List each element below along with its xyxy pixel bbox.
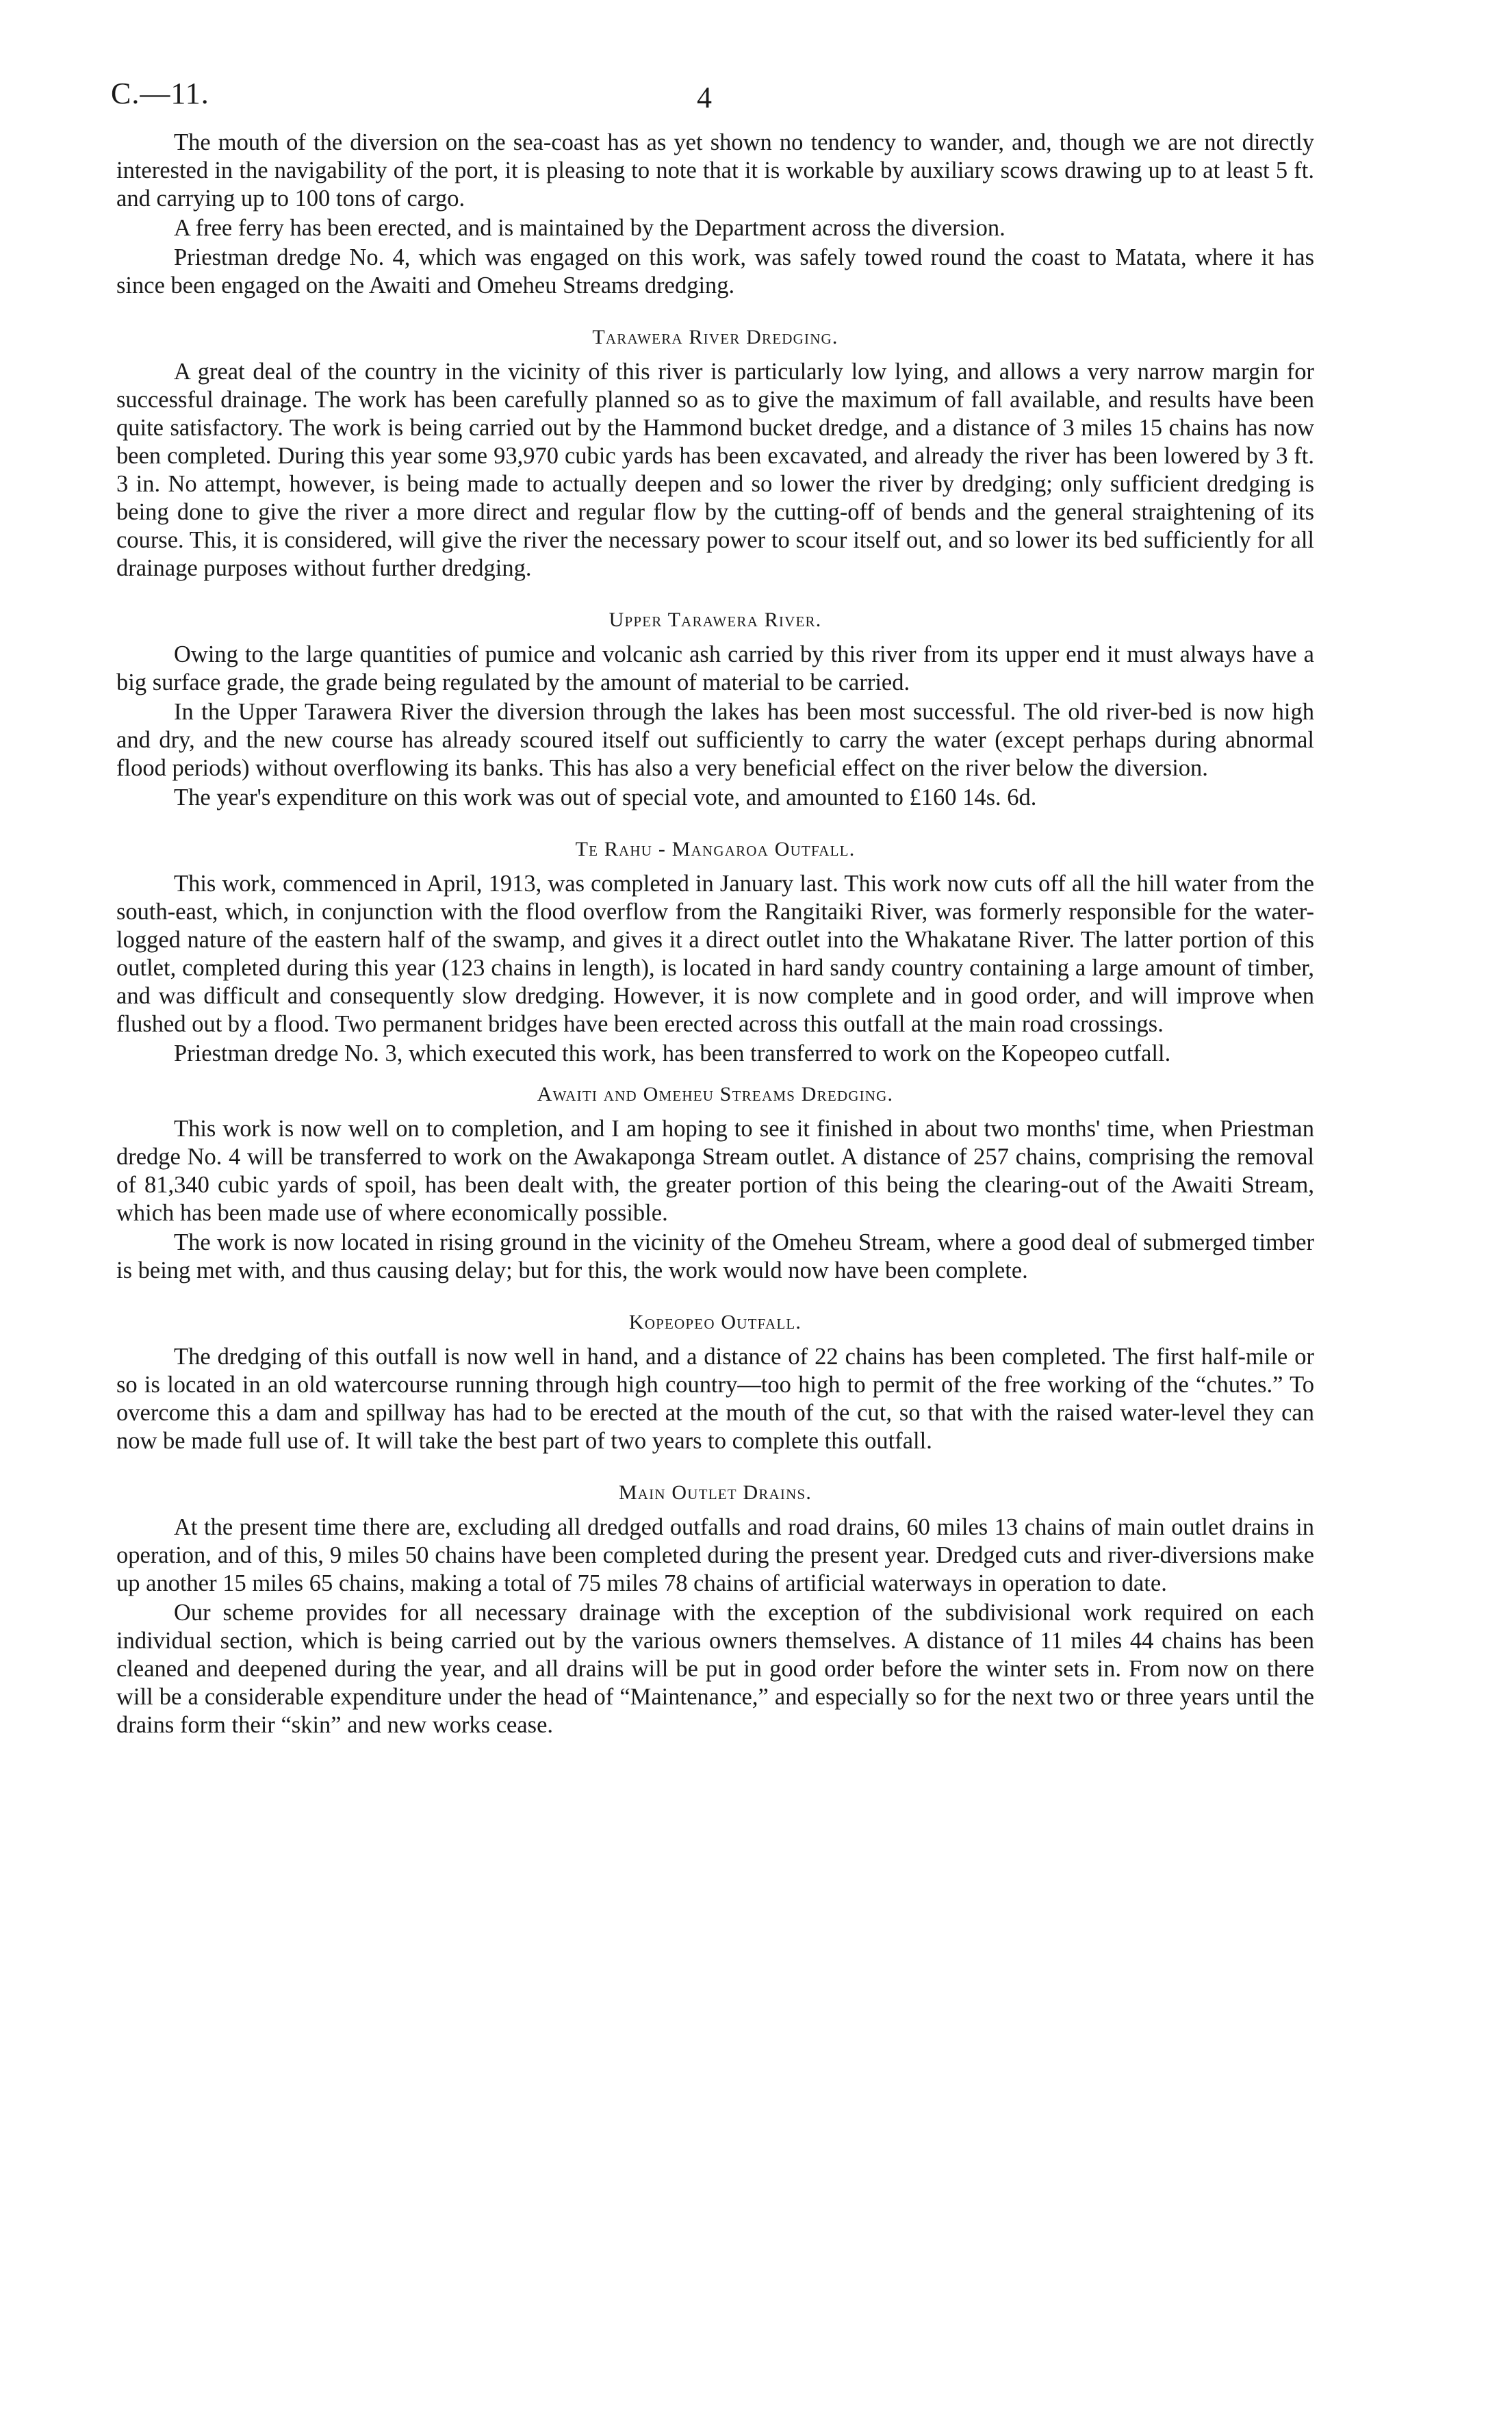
page-number: 4 bbox=[697, 81, 712, 114]
document-page bbox=[111, 74, 1314, 1741]
section-heading: Kopeopeo Outfall. bbox=[628, 1311, 802, 1333]
paragraph: The dredging of this outfall is now well in hand, and a distance of 22 chains has been completed. The first half-mile or so is located in an old watercourse running through high country—too high to permit of the free working of the “chutes.” To overcome this a dam and spillway has had to be erected at the mouth of the cut, so that with the raised water-level they can now be made full use of. It will take the best part of two years to complete this outfall. bbox=[116, 1344, 1314, 1454]
paragraph: At the present time there are, excluding all dredged outfalls and road drains, 60 miles 13 chains of main outlet drains in operation, and of this, 9 miles 50 chains have been completed during the present year. Dredged cuts and river-diversions make up another 15 miles 65 chains, making a total of 75 miles 78 chains of artificial waterways in operation to date. bbox=[116, 1514, 1314, 1596]
paragraph: A great deal of the country in the vicinity of this river is particularly low lying, and allows a very narrow margin for successful drainage. The work has been carefully planned so as to give the maximum of fall available, and results have been quite satisfactory. The work is being carried out by the Hammond bucket dredge, and a distance of 3 miles 15 chains has now been completed. During this year some 93,970 cubic yards has been excavated, and already the river has been lowered by 3 ft. 3 in. No attempt, however, is being made to actually deepen and so lower the river by dredging; only sufficient dredging is being done to give the river a more direct and regular flow by the cutting-off of bends and the general straightening of its course. This, it is considered, will give the river the necessary power to scour itself out, and so lower its bed sufficiently for all drainage purposes without further dredging. bbox=[116, 359, 1314, 581]
section-heading: Tarawera River Dredging. bbox=[592, 326, 838, 348]
section-awaiti-omeheu-dredging bbox=[116, 1080, 1314, 1285]
paragraph: Owing to the large quantities of pumice and volcanic ash carried by this river from its upper end it must always have a big surface grade, the grade being regulated by the amount of material to be carried. bbox=[116, 641, 1314, 695]
section-heading: Main Outlet Drains. bbox=[618, 1481, 812, 1504]
paragraph: Priestman dredge No. 3, which executed this work, has been transferred to work on the Kopeopeo cutfall. bbox=[174, 1040, 1171, 1066]
section-heading: Upper Tarawera River. bbox=[608, 609, 822, 631]
report-code: C.—11. bbox=[111, 77, 209, 110]
paragraph: Priestman dredge No. 4, which was engaged on this work, was safely towed round the coast to Matata, where it has since been engaged on the Awaiti and Omeheu Streams dredging. bbox=[116, 244, 1314, 298]
section-diversion-outlet bbox=[116, 129, 1314, 300]
section-main-outlet-drains bbox=[116, 1479, 1314, 1739]
paragraph: A free ferry has been erected, and is maintained by the Department across the diversion. bbox=[174, 215, 1005, 241]
paragraph: The year's expenditure on this work was out of special vote, and amounted to £160 14s. 6d. bbox=[174, 784, 1037, 810]
paragraph: Our scheme provides for all necessary drainage with the exception of the subdivisional work required on each individual section, which is being carried out by the various owners themselves. A distance of 11 miles 44 chains has been cleaned and deepened during the year, and all drains will be put in good order before the winter sets in. From now on there will be a considerable expenditure under the head of “Maintenance,” and especially so for the next two or three years until the drains form their “skin” and new works cease. bbox=[116, 1600, 1314, 1738]
running-head bbox=[111, 74, 1314, 129]
section-upper-tarawera-river bbox=[116, 606, 1314, 812]
section-tarawera-river-dredging bbox=[116, 323, 1314, 583]
section-heading: Awaiti and Omeheu Streams Dredging. bbox=[537, 1083, 894, 1105]
section-te-rahu-mangaroa-outfall bbox=[116, 835, 1314, 1068]
paragraph: This work is now well on to completion, and I am hoping to see it finished in about two months' time, when Priestman dredge No. 4 will be transferred to work on the Awakaponga Stream outlet. A distance of 257 chains, comprising the removal of 81,340 cubic yards of spoil, has been dealt with, the greater portion of this being the clearing-out of the Awaiti Stream, which has been made use of where economically possible. bbox=[116, 1116, 1314, 1226]
paragraph: This work, commenced in April, 1913, was completed in January last. This work now cuts off all the hill water from the south-east, which, in conjunction with the flood overflow from the Rangitaiki River, was formerly responsible for the water-logged nature of the eastern half of the swamp, and gives it a direct outlet into the Whakatane River. The latter portion of this outlet, completed during this year (123 chains in length), is located in hard sandy country containing a large amount of timber, and was difficult and consequently slow dredging. However, it is now complete and in good order, and will improve when flushed out by a flood. Two permanent bridges have been erected across this outfall at the main road crossings. bbox=[116, 871, 1314, 1037]
section-heading: Te Rahu - Mangaroa Outfall. bbox=[575, 838, 856, 860]
paragraph: The mouth of the diversion on the sea-coast has as yet shown no tendency to wander, and, though we are not directly interested in the navigability of the port, it is pleasing to note that it is workable by auxiliary scows drawing up to at least 5 ft. and carrying up to 100 tons of cargo. bbox=[116, 129, 1314, 212]
paragraph: The work is now located in rising ground in the vicinity of the Omeheu Stream, where a good deal of submerged timber is being met with, and thus causing delay; but for this, the work would now have been complete. bbox=[116, 1229, 1314, 1283]
paragraph: In the Upper Tarawera River the diversion through the lakes has been most successful. The old river-bed is now high and dry, and the new course has already scoured itself out sufficiently to carry the water (except perhaps during abnormal flood periods) without overflowing its banks. This has also a very beneficial effect on the river below the diversion. bbox=[116, 699, 1314, 781]
section-kopeopeo-outfall bbox=[116, 1308, 1314, 1455]
